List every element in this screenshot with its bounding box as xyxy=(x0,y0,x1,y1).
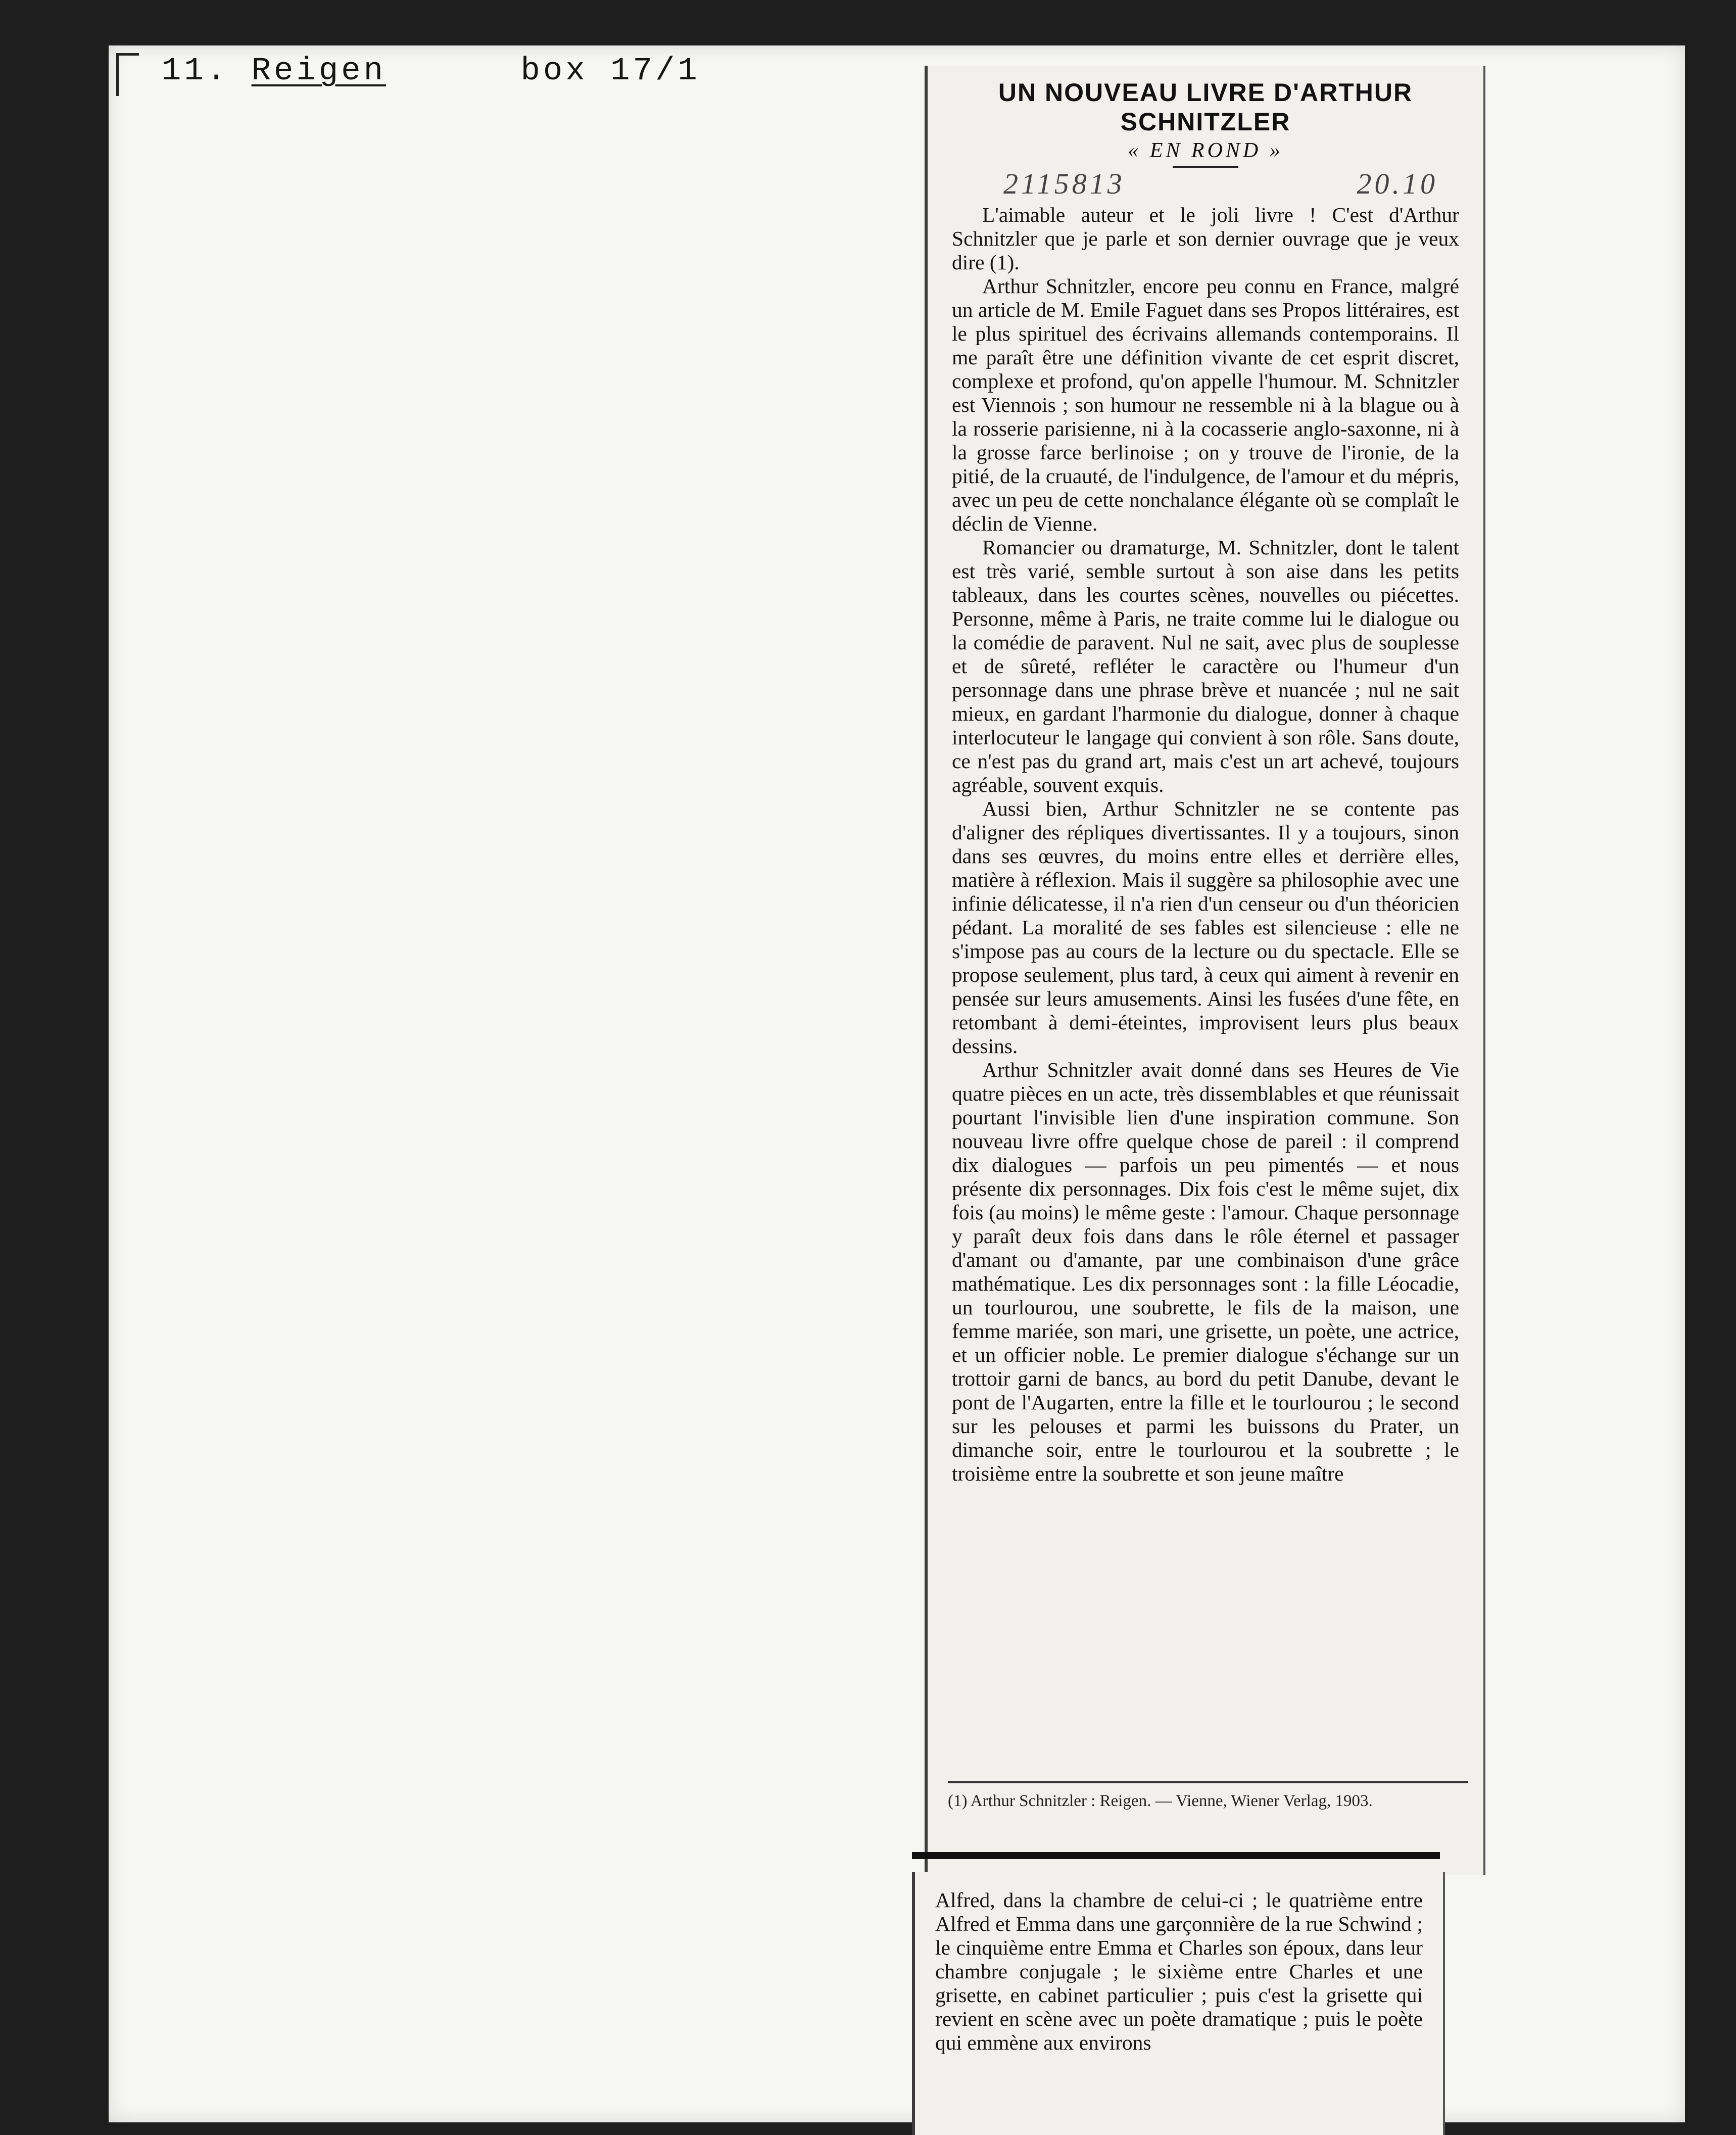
paragraph: Alfred, dans la chambre de celui-ci ; le quatrième entre Alfred et Emma dans une garçonnière de la rue Schwind ; le cinquième entre Emma et Charles son époux, dans leur chambre conjugale ; le sixième entre Charles et une grisette, en cabinet particulier ; puis c'est la grisette qui revient en scène avec un poète dramatique ; puis le poète qui emmène aux environs xyxy=(935,1888,1423,2054)
newspaper-clipping-continuation xyxy=(912,1872,1445,2135)
paragraph: Aussi bien, Arthur Schnitzler ne se contente pas d'aligner des répliques divertissantes. Il y a toujours, sinon dans ses œuvres, du moins entre elles et derrière elles, matière à réflexion. Mais il suggère sa philosophie avec une infinie délicatesse, il n'a rien d'un censeur ou d'un théoricien pédant. La moralité de ses fables est silencieuse : elle ne s'impose pas au cours de la lecture ou du spectacle. Elle se propose seulement, plus tard, à ceux qui aiment à revenir en pensée sur leurs amusements. Ainsi les fusées d'une fête, en retombant à demi-éteintes, improvisent leurs plus beaux dessins. xyxy=(952,797,1459,1058)
item-number: 11. xyxy=(162,53,229,89)
clipping-subheadline: « EN ROND » xyxy=(1128,139,1283,162)
clipping-separator xyxy=(912,1852,1440,1859)
paragraph: L'aimable auteur et le joli livre ! C'est d'Arthur Schnitzler que je parle et son dernier ouvrage que je veux dire (1). xyxy=(952,203,1459,274)
corner-mark xyxy=(116,53,139,96)
newspaper-clipping xyxy=(925,66,1485,1875)
box-label: box 17/1 xyxy=(520,53,700,89)
handwritten-number: 2115813 xyxy=(1003,167,1125,200)
paragraph: Arthur Schnitzler avait donné dans ses Heures de Vie quatre pièces en un acte, très dissemblables et que réunissait pourtant l'invisible lien d'une inspiration commune. Son nouveau livre offre quelque chose de pareil : il comprend dix dialogues — parfois un peu pimentés — et nous présente dix personnages. Dix fois c'est le même sujet, dix fois (au moins) le même geste : l'amour. Chaque personnage y paraît deux fois dans dans le rôle éternel et passager d'amant ou d'amante, par une combinaison d'une grâce mathématique. Les dix personnages sont : la fille Léocadie, un tourlourou, une soubrette, le fils de la maison, une femme mariée, son mari, une grisette, un poète, une actrice, et un officier noble. Le premier dialogue s'échange sur un trottoir garni de bancs, au bord du petit Danube, devant le pont de l'Augarten, entre la fille et le tourlourou ; le second sur les pelouses et parmi les buissons du Prater, un dimanche soir, entre le tourlourou et la soubrette ; le troisième entre la soubrette et son jeune maître xyxy=(952,1058,1459,1485)
article-body xyxy=(952,203,1459,1486)
item-title: Reigen xyxy=(251,53,387,89)
archive-label xyxy=(162,53,700,89)
paragraph: Arthur Schnitzler, encore peu connu en France, malgré un article de M. Emile Faguet dans ses Propos littéraires, est le plus spirituel des écrivains allemands contemporains. Il me paraît être une définition vivante de cet esprit discret, complexe et profond, qu'on appelle l'humour. M. Schnitzler est Viennois ; son humour ne ressemble ni à la blague ou à la rosserie parisienne, ni à la cocasserie anglo-saxonne, ni à la grosse farce berlinoise ; on y trouve de l'ironie, de la pitié, de la cruauté, de l'indulgence, de l'amour et du mépris, avec un peu de cette nonchalance élégante où se complaît le déclin de Vienne. xyxy=(952,274,1459,535)
clipping-headline: UN NOUVEAU LIVRE D'ARTHUR SCHNITZLER xyxy=(998,78,1413,136)
paragraph: Romancier ou dramaturge, M. Schnitzler, dont le talent est très varié, semble surtout à son aise dans les petits tableaux, dans les courtes scènes, nouvelles ou piécettes. Personne, même à Paris, ne traite comme lui le dialogue ou la comédie de paravent. Nul ne sait, avec plus de souplesse et de sûreté, refléter le caractère ou l'humeur d'un personnage dans une phrase brève et nuancée ; nul ne sait mieux, en gardant l'harmonie du dialogue, donner à chaque interlocuteur le langage qui convient à son rôle. Sans doute, ce n'est pas du grand art, mais c'est un art achevé, toujours agréable, souvent exquis. xyxy=(952,536,1459,796)
handwritten-date: 20.10 xyxy=(1357,167,1438,200)
handwritten-note xyxy=(1003,167,1438,201)
footnote: (1) Arthur Schnitzler : Reigen. — Vienne, Wiener Verlag, 1903. xyxy=(948,1781,1468,1811)
continuation-body xyxy=(935,1888,1423,2055)
